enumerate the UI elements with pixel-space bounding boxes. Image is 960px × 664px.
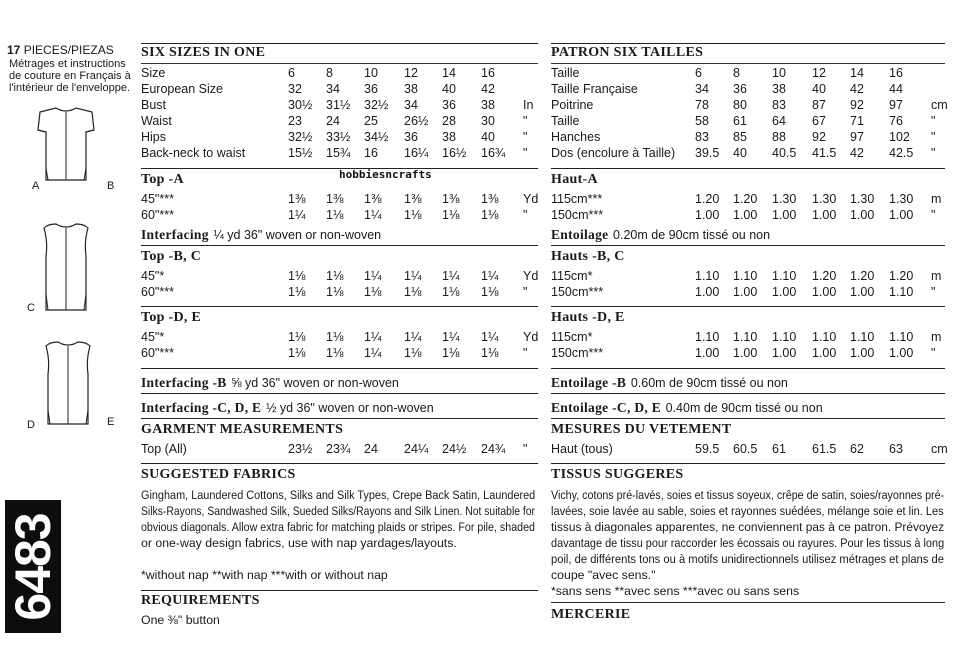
interfacing-b <box>551 372 788 391</box>
yardage-row-value: 1.00 <box>850 346 875 360</box>
size-row-value: 31½ <box>326 98 351 112</box>
yardage-row-value: 1.30 <box>850 192 875 206</box>
interfacing-b <box>141 372 399 391</box>
fabrics-line: tissus à diagonales apparentes, ne conviennent pas à ce patron. Prévoyez <box>551 520 945 534</box>
size-row-value: 71 <box>850 114 864 128</box>
yardage-row-value: 1⅜ <box>442 192 460 206</box>
size-row-value: 61 <box>733 114 747 128</box>
size-row-value: 32½ <box>288 130 313 144</box>
garment-measurements-title: MESURES DU VETEMENT <box>551 422 732 437</box>
yardage-row-value: 1⅛ <box>288 285 306 299</box>
garment-row-value: 61 <box>772 442 786 456</box>
size-row-label: Back-neck to waist <box>141 146 246 160</box>
interfacing-a <box>551 224 770 243</box>
size-row-value: 67 <box>812 114 826 128</box>
size-row-value: 80 <box>733 98 747 112</box>
yardage-row-unit: " <box>523 208 528 222</box>
size-row-value: 6 <box>695 66 702 80</box>
yardage-row-unit: " <box>931 208 936 222</box>
yardage-row-value: 1⅛ <box>442 346 460 360</box>
size-row-value: 42.5 <box>889 146 914 160</box>
size-row-value: 16½ <box>442 146 467 160</box>
fabrics-line: poil, de différents tons ou à motifs unidirectionnels utilisez métrages et plans de <box>551 552 944 566</box>
size-row-value: 30 <box>481 114 495 128</box>
size-row-value: 33½ <box>326 130 351 144</box>
yardage-row-value: 1.10 <box>889 330 914 344</box>
section-divider <box>141 306 538 307</box>
sketch-view-ab <box>26 106 106 184</box>
garment-row-value: 60.5 <box>733 442 758 456</box>
garment-row-value: 24 <box>364 442 378 456</box>
size-row-value: 26½ <box>404 114 429 128</box>
view-bc-title: Top -B, C <box>141 249 202 264</box>
size-row-value: 44 <box>889 82 903 96</box>
size-row-value: 36 <box>364 82 378 96</box>
yardage-row-value: 1.10 <box>889 285 914 299</box>
yardage-row-value: 1⅛ <box>442 285 460 299</box>
yardage-row-unit: " <box>523 285 528 299</box>
sizes-title: SIX SIZES IN ONE <box>141 45 266 60</box>
yardage-row-unit: m <box>931 192 942 206</box>
interfacing-cde <box>551 397 823 416</box>
size-row-value: 14 <box>850 66 864 80</box>
size-row-label: Poitrine <box>551 98 594 112</box>
yardage-row-value: 1⅜ <box>404 192 422 206</box>
yardage-row-value: 1¼ <box>481 330 499 344</box>
size-row-value: 40 <box>812 82 826 96</box>
yardage-row-value: 1.30 <box>772 192 797 206</box>
yardage-row-unit: m <box>931 330 942 344</box>
yardage-row-value: 1¼ <box>442 330 460 344</box>
garment-row-value: 63 <box>889 442 903 456</box>
yardage-row-value: 1⅛ <box>481 285 499 299</box>
garment-row-label: Haut (tous) <box>551 442 613 456</box>
size-row-value: 92 <box>812 130 826 144</box>
garment-row-unit: " <box>523 442 528 456</box>
yardage-row-label: 45"* <box>141 330 165 344</box>
size-row-label: Dos (encolure à Taille) <box>551 146 676 160</box>
interfacing-cde-text: ½ yd 36" woven or non-woven <box>265 401 434 415</box>
size-row-value: 85 <box>733 130 747 144</box>
section-divider <box>551 63 945 64</box>
pattern-number-box <box>5 500 61 633</box>
yardage-row-value: 1⅛ <box>481 208 499 222</box>
size-row-value: 88 <box>772 130 786 144</box>
size-row-label: Taille Française <box>551 82 638 96</box>
size-row-unit: In <box>523 98 534 112</box>
section-divider <box>551 43 945 44</box>
size-row-value: 32 <box>288 82 302 96</box>
interfacing-b-text: 0.60m de 90cm tissé ou non <box>630 376 788 390</box>
size-row-unit: " <box>931 146 936 160</box>
nap-note: *sans sens **avec sens ***avec ou sans sens <box>551 584 800 598</box>
size-row-value: 40 <box>733 146 747 160</box>
section-divider <box>551 245 945 246</box>
size-row-value: 15¾ <box>326 146 351 160</box>
size-row-value: 40 <box>442 82 456 96</box>
yardage-row-value: 1.00 <box>733 208 758 222</box>
pattern-number: 6483 <box>5 512 61 621</box>
size-row-label: Size <box>141 66 166 80</box>
size-row-value: 38 <box>404 82 418 96</box>
size-row-label: Taille <box>551 114 580 128</box>
fabrics-line: davantage de tissu pour raccorder les écossais ou rayures. Pour les tissus à long <box>551 536 945 550</box>
sketch-view-c <box>34 222 98 314</box>
yardage-row-value: 1.20 <box>812 269 837 283</box>
sketch-view-de <box>36 340 100 432</box>
nap-note: *without nap **with nap ***with or without nap <box>141 568 388 582</box>
size-row-unit: " <box>931 130 936 144</box>
yardage-row-value: 1.10 <box>772 330 797 344</box>
yardage-row-unit: Yd <box>523 330 539 344</box>
size-row-value: 64 <box>772 114 786 128</box>
size-row-value: 102 <box>889 130 910 144</box>
size-row-unit: cm <box>931 98 948 112</box>
size-row-value: 24 <box>326 114 340 128</box>
size-row-label: Bust <box>141 98 167 112</box>
yardage-row-unit: " <box>931 346 936 360</box>
size-row-value: 92 <box>850 98 864 112</box>
size-row-value: 36 <box>733 82 747 96</box>
yardage-row-value: 1¼ <box>364 269 382 283</box>
size-row-value: 42 <box>850 82 864 96</box>
fabrics-title: TISSUS SUGGERES <box>551 467 684 482</box>
garment-row-value: 62 <box>850 442 864 456</box>
yardage-row-value: 1⅜ <box>288 192 306 206</box>
yardage-row-unit: Yd <box>523 192 539 206</box>
size-row-value: 30½ <box>288 98 313 112</box>
interfacing-cde-label: Interfacing -C, D, E <box>141 400 262 415</box>
view-de-title: Top -D, E <box>141 310 202 325</box>
yardage-row-value: 1.00 <box>889 346 914 360</box>
size-row-value: 34 <box>695 82 709 96</box>
fabrics-line: or one-way design fabrics, use with nap yardages/layouts. <box>141 536 457 550</box>
section-divider <box>141 418 538 419</box>
yardage-row-label: 150cm*** <box>551 285 604 299</box>
size-row-value: 36 <box>442 98 456 112</box>
yardage-row-value: 1.00 <box>812 285 837 299</box>
size-row-value: 34½ <box>364 130 389 144</box>
size-row-value: 97 <box>850 130 864 144</box>
yardage-row-value: 1.00 <box>733 285 758 299</box>
size-row-value: 34 <box>404 98 418 112</box>
pieces-label: PIECES/PIEZAS <box>23 43 114 57</box>
requirements-text: One ⅜" button <box>141 613 220 627</box>
fabrics-line: Vichy, cotons pré-lavés, soies et tissus soyeux, crêpe de satin, soies/rayonnes pré- <box>551 488 945 502</box>
size-row-value: 58 <box>695 114 709 128</box>
yardage-row-value: 1⅜ <box>326 192 344 206</box>
yardage-row-value: 1¼ <box>364 346 382 360</box>
subtitle-line-1: Métrages et instructions <box>9 58 126 70</box>
size-row-label: Hanches <box>551 130 601 144</box>
fabrics-line: obvious diagonals. Allow extra fabric for matching plaids or stripes. For pile, shaded <box>141 520 535 534</box>
size-row-value: 97 <box>889 98 903 112</box>
yardage-row-label: 150cm*** <box>551 346 604 360</box>
section-divider <box>141 43 538 44</box>
size-row-value: 16 <box>364 146 378 160</box>
size-row-value: 6 <box>288 66 295 80</box>
yardage-row-label: 60"*** <box>141 285 174 299</box>
yardage-row-value: 1.00 <box>850 208 875 222</box>
view-label-c: C <box>27 302 35 314</box>
yardage-row-value: 1.00 <box>733 346 758 360</box>
yardage-row-value: 1⅜ <box>364 192 382 206</box>
section-divider <box>141 368 538 369</box>
section-divider <box>551 418 945 419</box>
yardage-row-value: 1.10 <box>772 269 797 283</box>
yardage-row-value: 1⅛ <box>326 346 344 360</box>
view-label-d: D <box>27 419 35 431</box>
yardage-row-unit: m <box>931 269 942 283</box>
size-row-value: 87 <box>812 98 826 112</box>
yardage-row-label: 45"* <box>141 269 165 283</box>
yardage-row-value: 1.10 <box>850 330 875 344</box>
yardage-row-value: 1⅛ <box>288 330 306 344</box>
yardage-row-value: 1.20 <box>733 192 758 206</box>
fabrics-line: Silks-Rayons, Sandwashed Silk, Sueded Silks/Rayons and Silk Linen. Not suitable for <box>141 504 536 518</box>
yardage-row-value: 1.10 <box>812 330 837 344</box>
interfacing-a <box>141 224 381 243</box>
size-row-value: 10 <box>772 66 786 80</box>
size-row-value: 32½ <box>364 98 389 112</box>
size-row-value: 78 <box>695 98 709 112</box>
yardage-row-value: 1⅛ <box>326 330 344 344</box>
watermark-text: hobbiesncrafts <box>339 168 432 181</box>
garment-row-value: 59.5 <box>695 442 720 456</box>
yardage-row-value: 1⅛ <box>364 285 382 299</box>
yardage-row-value: 1¼ <box>481 269 499 283</box>
size-row-unit: " <box>523 146 528 160</box>
size-row-value: 12 <box>404 66 418 80</box>
fabrics-line: Gingham, Laundered Cottons, Silks and Silk Types, Crepe Back Satin, Laundered <box>141 488 536 502</box>
requirements-title: MERCERIE <box>551 607 631 622</box>
size-row-value: 42 <box>850 146 864 160</box>
yardage-row-unit: " <box>931 285 936 299</box>
size-row-value: 40.5 <box>772 146 797 160</box>
yardage-row-value: 1.10 <box>733 330 758 344</box>
yardage-row-unit: " <box>523 346 528 360</box>
yardage-row-value: 1.00 <box>850 285 875 299</box>
size-row-value: 16 <box>481 66 495 80</box>
garment-row-value: 23¾ <box>326 442 351 456</box>
garment-row-value: 24½ <box>442 442 467 456</box>
yardage-row-value: 1.10 <box>695 330 720 344</box>
size-row-value: 36 <box>404 130 418 144</box>
size-row-value: 42 <box>481 82 495 96</box>
view-de-title: Hauts -D, E <box>551 310 625 325</box>
size-row-value: 83 <box>695 130 709 144</box>
yardage-row-value: 1⅛ <box>326 285 344 299</box>
view-a-title: Top -A <box>141 172 184 187</box>
size-row-label: Hips <box>141 130 167 144</box>
size-row-value: 34 <box>326 82 340 96</box>
view-label-a: A <box>32 180 40 192</box>
size-row-value: 76 <box>889 114 903 128</box>
garment-row-value: 23½ <box>288 442 313 456</box>
yardage-row-label: 115cm*** <box>551 192 603 206</box>
yardage-row-value: 1⅛ <box>404 346 422 360</box>
size-row-value: 40 <box>481 130 495 144</box>
size-row-label: Waist <box>141 114 172 128</box>
garment-measurements-title: GARMENT MEASUREMENTS <box>141 422 344 437</box>
yardage-row-value: 1.00 <box>772 346 797 360</box>
view-label-b: B <box>107 180 115 192</box>
size-row-value: 10 <box>364 66 378 80</box>
size-row-value: 83 <box>772 98 786 112</box>
requirements-title: REQUIREMENTS <box>141 593 260 608</box>
section-divider <box>551 368 945 369</box>
view-a-title: Haut-A <box>551 172 598 187</box>
yardage-row-value: 1.00 <box>772 208 797 222</box>
size-row-value: 38 <box>772 82 786 96</box>
yardage-row-value: 1.20 <box>889 269 914 283</box>
fabrics-line: lavées, soie lavée au sable, soies et rayonnes suédées, mélange soie et lin. Les <box>551 504 944 518</box>
yardage-row-value: 1.00 <box>812 208 837 222</box>
interfacing-cde <box>141 397 434 416</box>
yardage-row-value: 1⅛ <box>481 346 499 360</box>
yardage-row-value: 1.00 <box>812 346 837 360</box>
size-row-value: 38 <box>481 98 495 112</box>
interfacing-cde-label: Entoilage -C, D, E <box>551 400 662 415</box>
yardage-row-label: 150cm*** <box>551 208 604 222</box>
yardage-row-value: 1.00 <box>695 346 720 360</box>
yardage-row-value: 1⅛ <box>404 285 422 299</box>
yardage-row-value: 1¼ <box>404 269 422 283</box>
subtitle-line-2: de couture en Français à <box>9 70 131 82</box>
size-row-value: 8 <box>733 66 740 80</box>
yardage-row-value: 1.10 <box>733 269 758 283</box>
yardage-row-value: 1.10 <box>695 269 720 283</box>
size-row-value: 39.5 <box>695 146 720 160</box>
yardage-row-value: 1¼ <box>364 330 382 344</box>
size-row-value: 16 <box>889 66 903 80</box>
interfacing-b-label: Interfacing -B <box>141 375 227 390</box>
size-row-value: 25 <box>364 114 378 128</box>
yardage-row-value: 1¼ <box>442 269 460 283</box>
interfacing-b-text: ⅝ yd 36" woven or non-woven <box>231 376 399 390</box>
yardage-row-value: 1⅛ <box>442 208 460 222</box>
size-row-label: European Size <box>141 82 224 96</box>
yardage-row-value: 1.30 <box>889 192 914 206</box>
size-row-value: 14 <box>442 66 456 80</box>
yardage-row-value: 1.00 <box>889 208 914 222</box>
interfacing-a-text: ¼ yd 36" woven or non-woven <box>213 228 382 242</box>
size-row-unit: " <box>523 130 528 144</box>
yardage-row-label: 45"*** <box>141 192 174 206</box>
section-divider <box>141 590 538 591</box>
section-divider <box>551 602 945 603</box>
size-row-value: 12 <box>812 66 826 80</box>
fabrics-title: SUGGESTED FABRICS <box>141 467 296 482</box>
garment-row-value: 24¼ <box>404 442 429 456</box>
pieces-heading <box>7 43 114 57</box>
size-row-value: 28 <box>442 114 456 128</box>
section-divider <box>551 393 945 394</box>
size-row-unit: " <box>931 114 936 128</box>
yardage-row-value: 1.00 <box>695 285 720 299</box>
yardage-row-value: 1⅛ <box>326 208 344 222</box>
section-divider <box>141 245 538 246</box>
size-row-value: 16¾ <box>481 146 506 160</box>
size-row-label: Taille <box>551 66 580 80</box>
section-divider <box>141 463 538 464</box>
interfacing-a-text: 0.20m de 90cm tissé ou non <box>613 228 771 242</box>
size-row-value: 38 <box>442 130 456 144</box>
section-divider <box>551 306 945 307</box>
size-row-value: 8 <box>326 66 333 80</box>
yardage-row-value: 1¼ <box>288 208 306 222</box>
interfacing-cde-text: 0.40m de 90cm tissé ou non <box>665 401 823 415</box>
yardage-row-label: 115cm* <box>551 330 593 344</box>
yardage-row-value: 1¼ <box>404 330 422 344</box>
yardage-row-value: 1.20 <box>850 269 875 283</box>
size-row-value: 23 <box>288 114 302 128</box>
subtitle-line-3: l'intérieur de l'enveloppe. <box>9 82 130 94</box>
yardage-row-value: 1.00 <box>695 208 720 222</box>
size-row-value: 15½ <box>288 146 313 160</box>
yardage-row-value: 1⅛ <box>404 208 422 222</box>
interfacing-b-label: Entoilage -B <box>551 375 627 390</box>
yardage-row-label: 115cm* <box>551 269 593 283</box>
garment-row-value: 61.5 <box>812 442 837 456</box>
yardage-row-label: 60"*** <box>141 208 174 222</box>
section-divider <box>551 463 945 464</box>
section-divider <box>551 168 945 169</box>
yardage-row-value: 1.20 <box>695 192 720 206</box>
garment-row-label: Top (All) <box>141 442 187 456</box>
fabrics-line: coupe "avec sens." <box>551 568 656 582</box>
yardage-row-value: 1¼ <box>364 208 382 222</box>
yardage-row-value: 1⅛ <box>288 346 306 360</box>
yardage-row-label: 60"*** <box>141 346 174 360</box>
yardage-row-value: 1⅜ <box>481 192 499 206</box>
garment-row-value: 24¾ <box>481 442 506 456</box>
view-label-e: E <box>107 416 115 428</box>
interfacing-a-label: Entoilage <box>551 227 609 242</box>
yardage-row-value: 1⅛ <box>326 269 344 283</box>
sizes-title: PATRON SIX TAILLES <box>551 45 704 60</box>
section-divider <box>141 168 538 169</box>
yardage-row-unit: Yd <box>523 269 539 283</box>
interfacing-a-label: Interfacing <box>141 227 209 242</box>
size-row-value: 41.5 <box>812 146 837 160</box>
size-row-unit: " <box>523 114 528 128</box>
yardage-row-value: 1.00 <box>772 285 797 299</box>
size-row-value: 16¼ <box>404 146 429 160</box>
section-divider <box>141 393 538 394</box>
garment-row-unit: cm <box>931 442 948 456</box>
yardage-row-value: 1⅛ <box>288 269 306 283</box>
section-divider <box>141 63 538 64</box>
view-bc-title: Hauts -B, C <box>551 249 625 264</box>
yardage-row-value: 1.30 <box>812 192 837 206</box>
pieces-count: 17 <box>7 43 21 57</box>
